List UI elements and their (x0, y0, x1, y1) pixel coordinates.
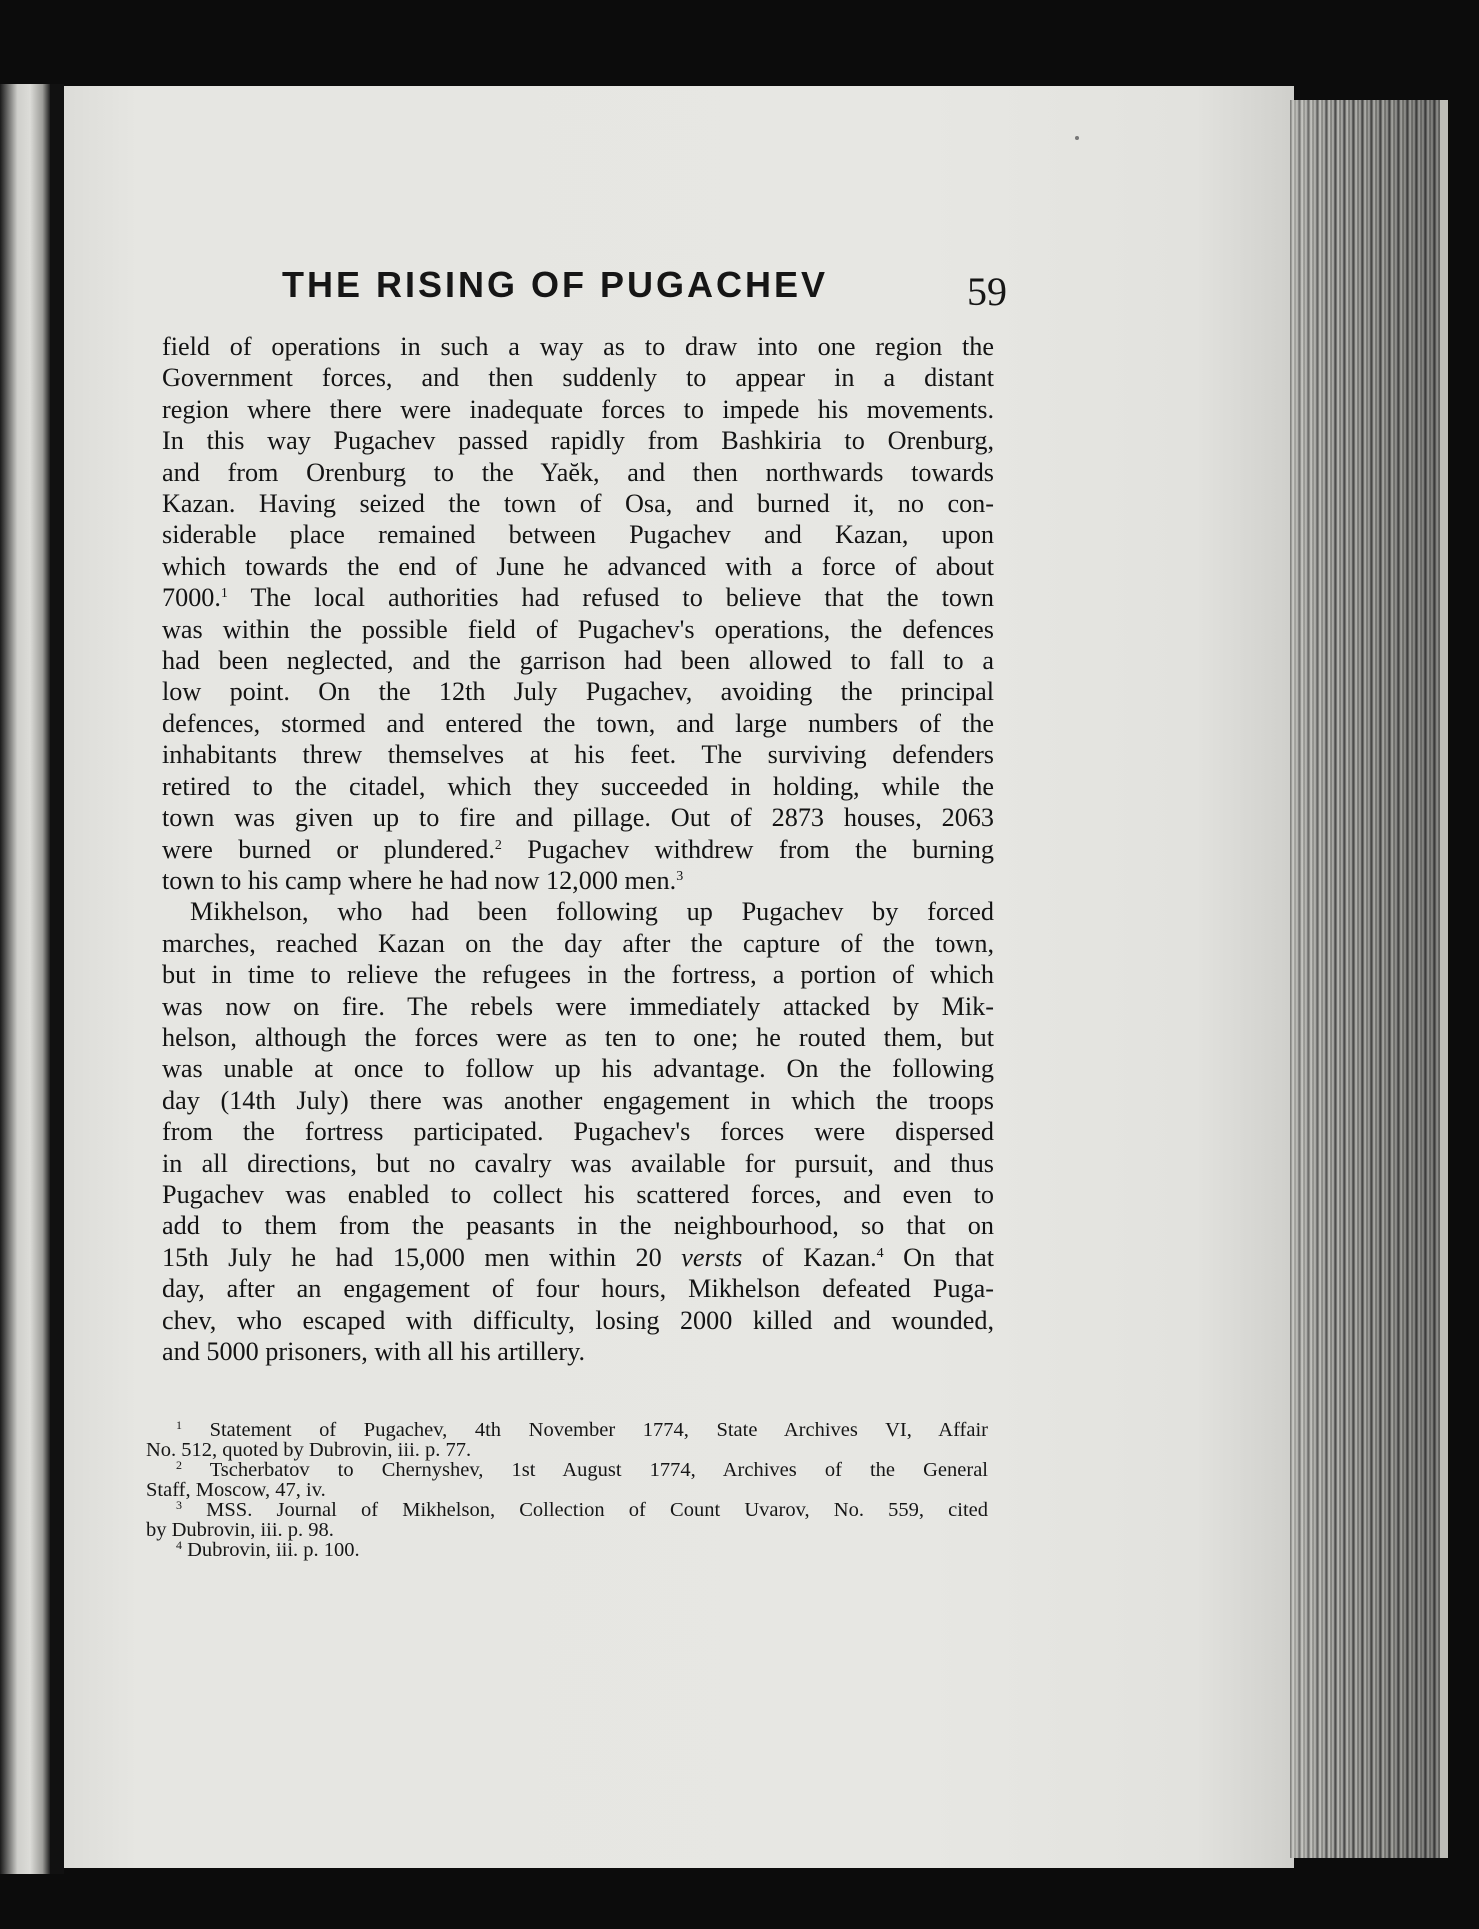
text-line (162, 834, 994, 865)
text-run: 7000. (162, 583, 221, 613)
footnote-mark: 1 (176, 1418, 182, 1432)
footnote-4-line (146, 1540, 988, 1560)
text-line: field of operations in such a way as to draw into one region the (162, 332, 994, 361)
text-line: chev, who escaped with difficulty, losing 2000 killed and wounded, (162, 1305, 994, 1335)
text-line: and 5000 prisoners, with all his artillery. (162, 1337, 586, 1366)
text-line: from the fortress participated. Pugachev's forces were dispersed (162, 1117, 994, 1147)
text-line: was now on fire. The rebels were immediately attacked by Mik- (162, 991, 994, 1021)
text-line: Government forces, and then suddenly to appear in a distant (162, 363, 994, 393)
italic-term: versts (681, 1242, 743, 1272)
page-number: 59 (967, 269, 1007, 314)
footnotes (146, 1420, 988, 1560)
text-run: were burned or plundered. (162, 834, 495, 864)
text-run: 15th July he had 15,000 men within 20 (162, 1242, 682, 1272)
text-run: town to his camp where he had now 12,000 men. (162, 865, 677, 895)
text-line: was within the possible field of Pugachev's operations, the defences (162, 614, 994, 644)
text-line: Pugachev was enabled to collect his scattered forces, and even to (162, 1179, 994, 1209)
text-line: town was given up to fire and pillage. Out of 2873 houses, 2063 (162, 803, 994, 833)
footnote-2-line (146, 1460, 988, 1480)
text-line: which towards the end of June he advanced with a force of about (162, 551, 994, 581)
text-line: Kazan. Having seized the town of Osa, and burned it, no con- (162, 489, 994, 519)
text-line: low point. On the 12th July Pugachev, avoiding the principal (162, 677, 994, 707)
footnote-mark: 3 (176, 1498, 182, 1512)
text-line: in all directions, but no cavalry was available for pursuit, and thus (162, 1148, 994, 1178)
text-line: but in time to relieve the refugees in the fortress, a portion of which (162, 960, 994, 990)
text-line: region where there were inadequate forces to impede his movements. (162, 394, 994, 424)
footnote-3-line: by Dubrovin, iii. p. 98. (146, 1519, 334, 1541)
footnote-text: Tscherbatov to Chernyshev, 1st August 1774, Archives of the General (209, 1459, 988, 1481)
footnote-3-line (146, 1500, 988, 1520)
footnote-text: MSS. Journal of Mikhelson, Collection of Count Uvarov, No. 559, cited (206, 1499, 989, 1521)
text-line: Mikhelson, who had been following up Pugachev by forced (190, 897, 994, 927)
text-run: Pugachev withdrew from the burning (501, 834, 994, 864)
book-gutter (50, 84, 64, 1874)
footnote-ref: 4 (876, 1245, 884, 1261)
text-line (162, 582, 994, 613)
footnote-ref: 1 (220, 586, 228, 602)
text-line: defences, stormed and entered the town, and large numbers of the (162, 708, 994, 738)
text-line (162, 1242, 994, 1273)
text-line: helson, although the forces were as ten to one; he routed them, but (162, 1022, 994, 1052)
body-text (162, 331, 994, 1367)
facing-page-edge (0, 84, 50, 1874)
page-header (282, 264, 1007, 314)
text-line: inhabitants threw themselves at his feet. The surviving defenders (162, 740, 994, 770)
text-line: day (14th July) there was another engagement in which the troops (162, 1085, 994, 1115)
text-run: The local authorities had refused to believe that the town (227, 583, 994, 613)
text-line: was unable at once to follow up his advantage. On the following (162, 1054, 994, 1084)
text-line: add to them from the peasants in the neighbourhood, so that on (162, 1211, 994, 1241)
text-line: had been neglected, and the garrison had been allowed to fall to a (162, 646, 994, 676)
text-line: marches, reached Kazan on the day after the capture of the town, (162, 928, 994, 958)
text-line: siderable place remained between Pugachev and Kazan, upon (162, 520, 994, 550)
footnote-ref: 2 (494, 837, 502, 853)
footnote-text: Dubrovin, iii. p. 100. (187, 1539, 360, 1561)
footnote-text: Statement of Pugachev, 4th November 1774, State Archives VI, Affair (209, 1419, 988, 1441)
text-run: On that (883, 1242, 994, 1272)
text-line: retired to the citadel, which they succeeded in holding, while the (162, 771, 994, 801)
text-line (162, 865, 994, 896)
text-run: of Kazan. (742, 1242, 877, 1272)
text-line: day, after an engagement of four hours, Mikhelson defeated Puga- (162, 1274, 994, 1304)
text-line: and from Orenburg to the Yaĕk, and then northwards towards (162, 457, 994, 487)
footnote-mark: 4 (176, 1538, 182, 1552)
footnote-2-line: Staff, Moscow, 47, iv. (146, 1479, 326, 1501)
paper-speck (1075, 136, 1079, 140)
footnote-1-line (146, 1420, 988, 1440)
page-block-shade (1290, 100, 1440, 1858)
running-title: THE RISING OF PUGACHEV (282, 264, 829, 305)
text-line: In this way Pugachev passed rapidly from Bashkiria to Orenburg, (162, 426, 994, 456)
footnote-mark: 2 (176, 1458, 182, 1472)
footnote-1-line: No. 512, quoted by Dubrovin, iii. p. 77. (146, 1439, 472, 1461)
footnote-ref: 3 (676, 868, 684, 884)
